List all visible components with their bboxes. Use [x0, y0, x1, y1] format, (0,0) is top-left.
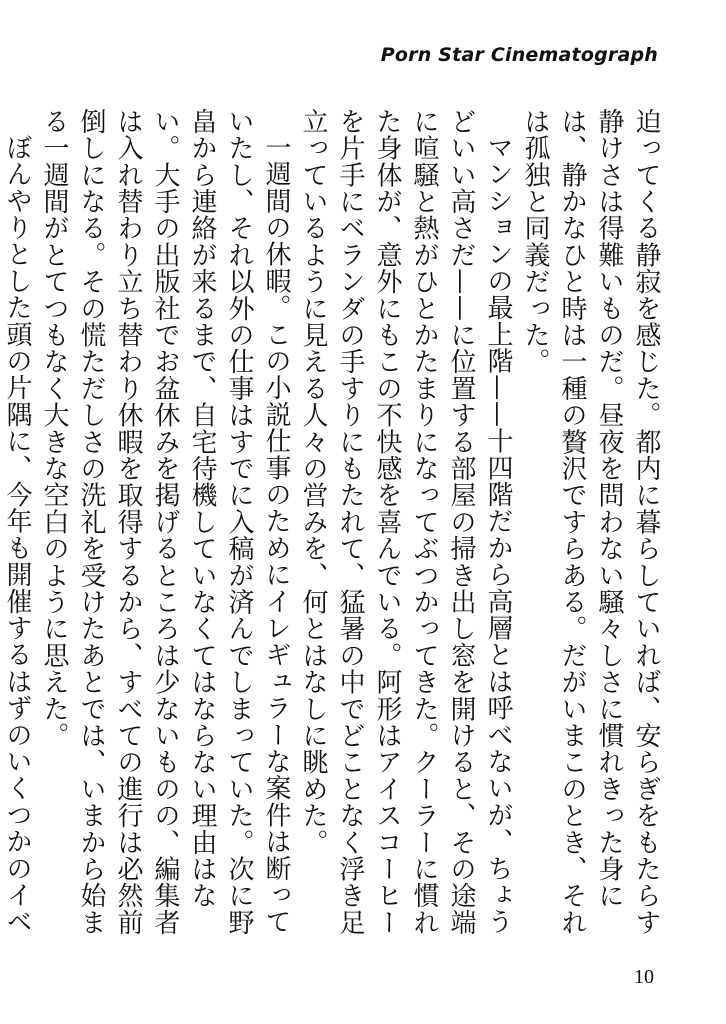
page-number: 10 [634, 966, 654, 988]
paragraph-3: 一週間の休暇。この小説仕事のためにイレギュラーな案件は断っていたし、それ以外の仕事はすでに入稿が済んでしまっていた。次に野畠から連絡が来るまで、自宅待機していなくてはならない理由はない。大手の出版社でお盆休みを掲げるところは少ないものの、編集者は入れ替わり立ち替わり休暇を取得するから、すべての進行は必然前倒しになる。その慌ただしさの洗礼を受けたあとでは、いまから始まる一週間がとてつもなく大きな空白のように思えた。 [39, 108, 291, 936]
running-header-title: Porn Star Cinematograph [380, 44, 658, 66]
paragraph-1: 迫ってくる静寂を感じた。都内に暮らしていれば、安らぎをもたらす静けさは得難いものだ。昼夜を問わない騒々しさに慣れきった身には、静かなひと時は一種の贅沢ですらある。だがいまこのとき、それは孤独と同義だった。 [520, 108, 661, 936]
paragraph-2: マンションの最上階——十四階だから高層とは呼べないが、ちょうどいい高さだ——に位置する部屋の掃き出し窓を開けると、その途端に喧騒と熱がひとかたまりになってぶつかってきた。クーラーに慣れた身体が、意外にもこの不快感を喜んでいる。阿形はアイスコーヒーを片手にベランダの手すりにもたれて、猛暑の中でどことなく浮き足立っているように見える人々の営みを、何とはなしに眺めた。 [298, 108, 513, 936]
paragraph-4: ぼんやりとした頭の片隅に、今年も開催するはずのいくつかのイベ [2, 134, 32, 935]
body-text [2, 108, 664, 956]
